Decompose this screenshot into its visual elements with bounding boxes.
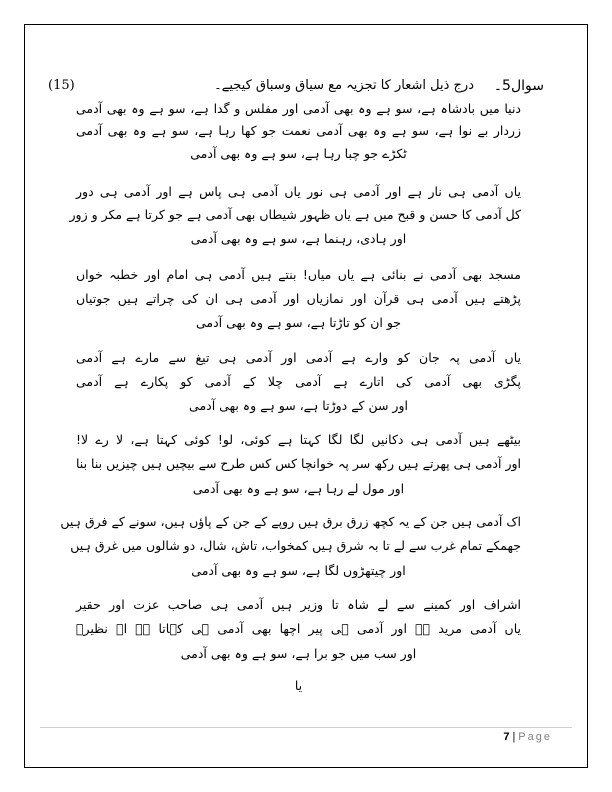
footer-separator: | [512, 731, 516, 743]
page-footer [503, 731, 552, 743]
poem-line: زردار بے نوا ہے، سو ہے وہ بھی آدمی نعمت جو کھا رہا ہے، سو ہے وہ بھی آدمی [76, 123, 521, 138]
question-text: درج ذیل اشعار کا تجزیہ مع سیاق وسباق کیجیے۔ [214, 78, 474, 93]
poem-line: اک آدمی ہیں جن کے یہ کچھ زرق برق ہیں روپے کے جن کے پاؤں ہیں، سونے کے فرق ہیں [60, 514, 521, 529]
poem-line: اور آدمی ہی پھرتے ہیں رکھ سر پہ خوانچا کس کس طرح سے بیچیں ہیں چیزیں بنا بنا [76, 456, 521, 471]
poem-line: کل آدمی کا حسن و قبح میں ہے یاں ظہور شیطاں بھی آدمی ہے جو کرتا ہے مکر و زور [69, 207, 521, 222]
poem-line: یاں آدمی پہ جان کو وارے ہے آدمی اور آدمی ہی تیغ سے مارے ہے آدمی [76, 350, 521, 365]
poem-line: اشراف اور کمینے سے لے شاہ تا وزیر ہیں آدمی ہی صاحب عزت اور حقیر [76, 597, 521, 612]
page-label: Page [518, 731, 552, 743]
poem-line: مسجد بھی آدمی نے بنائی ہے یاں میاں! بنتے ہیں آدمی ہی امام اور خطبہ خواں [76, 267, 521, 282]
trailing-word: یا [294, 678, 303, 693]
poem-refrain: اور چیتھڑوں لگا ہے، سو ہے وہ بھی آدمی [191, 563, 406, 578]
question-header [48, 78, 544, 98]
poem-refrain: جو ان کو تاڑتا ہے، سو ہے وہ بھی آدمی [195, 315, 402, 330]
poem-refrain: اور سن کے دوڑتا ہے، سو ہے وہ بھی آدمی [189, 398, 408, 413]
poem-line: پڑھتے ہیں آدمی ہی قرآن اور نمازیاں اور آدمی ہی ان کی چراتے ہیں جوتیاں [76, 291, 521, 306]
poem-line: یاں آدمی ہی نار ہے اور آدمی ہی نور یاں آدمی ہی پاس ہے اور آدمی ہی دور [76, 184, 521, 199]
poem-refrain: اور سب میں جو برا ہے، سو ہے وہ بھی آدمی [180, 646, 417, 661]
poem-line: دنیا میں بادشاہ ہے، سو ہے وہ بھی آدمی اور مفلس و گدا ہے، سو ہے وہ بھی آدمی [76, 101, 521, 116]
page-number: 7 [503, 731, 510, 743]
poem-refrain: ٹکڑے جو چبا رہا ہے، سو ہے وہ بھی آدمی [190, 146, 407, 161]
poem-line: بیٹھے ہیں آدمی ہی دکانیں لگا لگا کہتا ہے کوئی، لو! کوئی کہتا ہے، لا رے لا! [76, 432, 521, 447]
poem-refrain: اور مول لے رہا ہے، سو ہے وہ بھی آدمی [192, 481, 405, 496]
poem-line: پگڑی بھی آدمی کی اتارے ہے آدمی چلا کے آدمی کو پکارے ہے آدمی [76, 374, 521, 389]
poem-line: یاں آدمی مرید ہے اور آدمی ہی پیر اچھا بھی آدمی ہی کہاتا ہے اے نظیرؔ [76, 621, 521, 636]
footer-divider [40, 727, 572, 728]
poem-refrain: اور ہادی، رہنما ہے، سو ہے وہ بھی آدمی [190, 231, 407, 246]
question-number: سوال5۔ [493, 78, 544, 94]
poem-line: جھمکے تمام غرب سے لے تا بہ شرق ہیں کمخواب، تاش، شال، دو شالوں میں غرق ہیں [70, 538, 521, 553]
question-marks: (15) [48, 78, 75, 93]
